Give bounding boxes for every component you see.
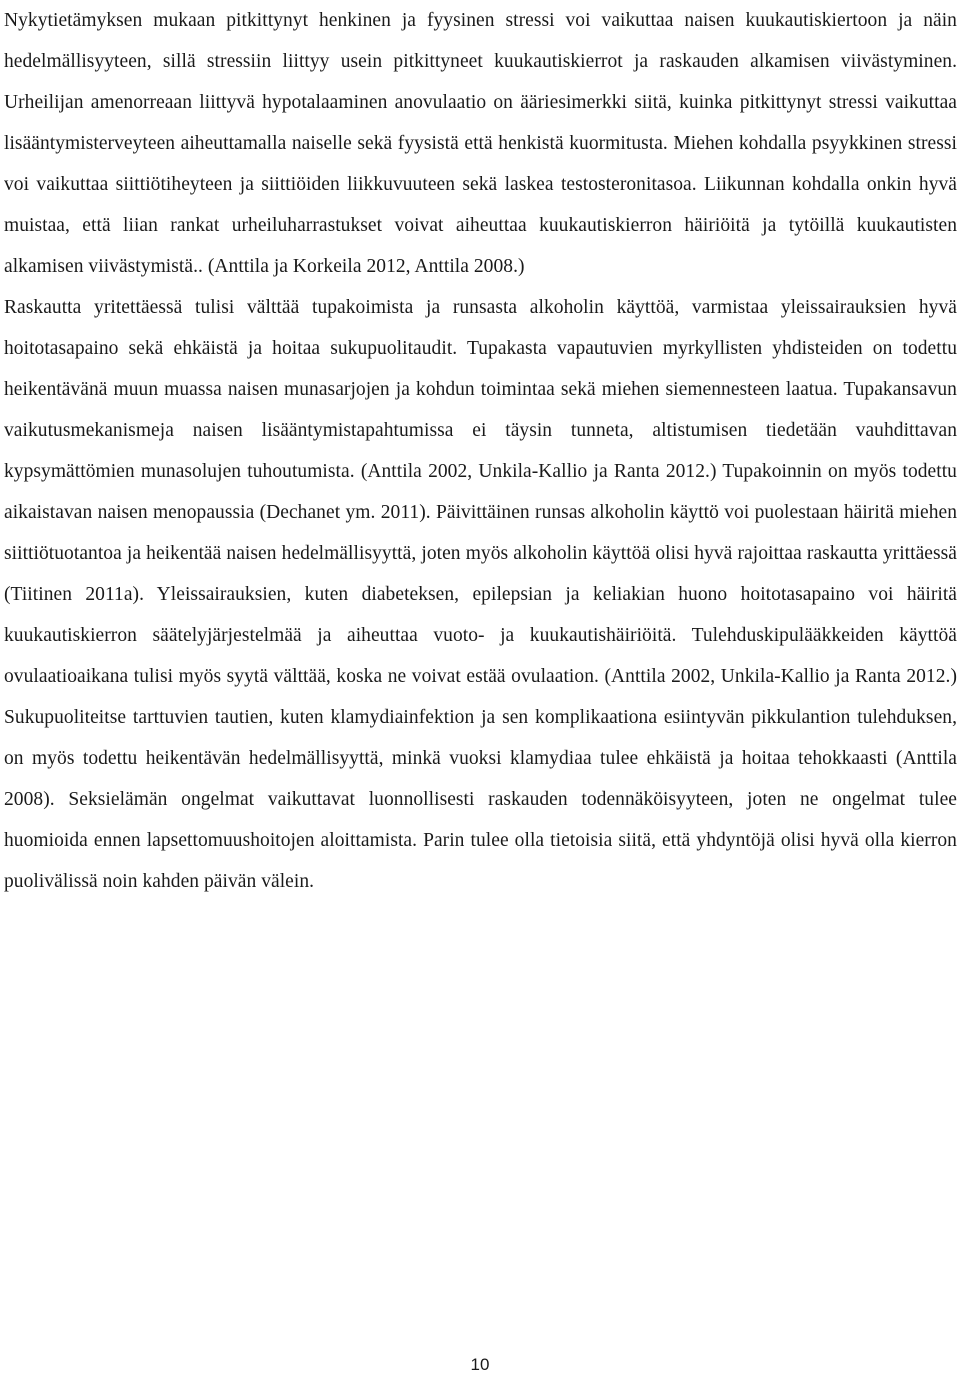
- paragraph-stress: Nykytietämyksen mukaan pitkittynyt henkinen ja fyysinen stressi voi vaikuttaa naisen kuukautiskiertoon ja näin hedelmällisyyteen, sillä stressiin liittyy usein pitkittyneet kuukautiskierrot ja raskauden alkamisen viivästyminen. Urheilijan amenorreaan liittyvä hypotalaaminen anovulaatio on ääriesimerkki siitä, kuinka pitkittynyt stressi vaikuttaa lisääntymisterveyteen aiheuttamalla naiselle sekä fyysistä että henkistä kuormitusta. Miehen kohdalla psyykkinen stressi voi vaikuttaa siittiötiheyteen ja siittiöiden liikkuvuuteen sekä laskea testosteronitasoa. Liikunnan kohdalla onkin hyvä muistaa, että liian rankat urheiluharrastukset voivat aiheuttaa kuukautiskierron häiriöitä ja tytöillä kuukautisten alkamisen viivästymistä.. (Anttila ja Korkeila 2012, Anttila 2008.): [4, 10, 957, 277]
- body-text: [4, 0, 957, 902]
- paragraph-lifestyle: Raskautta yritettäessä tulisi välttää tupakoimista ja runsasta alkoholin käyttöä, varmistaa yleissairauksien hyvä hoitotasapaino sekä ehkäistä ja hoitaa sukupuolitaudit. Tupakasta vapautuvien myrkyllisten yhdisteiden on todettu heikentävänä muun muassa naisen munasarjojen ja kohdun toimintaa sekä miehen siemennesteen laatua. Tupakansavun vaikutusmekanismeja naisen lisääntymistapahtumissa ei täysin tunneta, altistumisen tiedetään vauhdittavan kypsymättömien munasolujen tuhoutumista. (Anttila 2002, Unkila-Kallio ja Ranta 2012.) Tupakoinnin on myös todettu aikaistavan naisen menopaussia (Dechanet ym. 2011). Päivittäinen runsas alkoholin käyttö voi puolestaan häiritä miehen siittiötuotantoa ja heikentää naisen hedelmällisyyttä, joten myös alkoholin käyttöä olisi hyvä rajoittaa raskautta yrittäessä (Tiitinen 2011a). Yleissairauksien, kuten diabeteksen, epilepsian ja keliakian huono hoitotasapaino voi häiritä kuukautiskierron säätelyjärjestelmää ja aiheuttaa vuoto- ja kuukautishäiriöitä. Tulehduskipulääkkeiden käyttöä ovulaatioaikana tulisi myös syytä välttää, koska ne voivat estää ovulaation. (Anttila 2002, Unkila-Kallio ja Ranta 2012.) Sukupuoliteitse tarttuvien tautien, kuten klamydiainfektion ja sen komplikaationa esiintyvän pikkulantion tulehduksen, on myös todettu heikentävän hedelmällisyyttä, minkä vuoksi klamydiaa tulee ehkäistä ja hoitaa tehokkaasti (Anttila 2008). Seksielämän ongelmat vaikuttavat luonnollisesti raskauden todennäköisyyteen, joten ne ongelmat tulee huomioida ennen lapsettomuushoitojen aloittamista. Parin tulee olla tietoisia siitä, että yhdyntöjä olisi hyvä olla kierron puolivälissä noin kahden päivän välein.: [4, 297, 957, 892]
- page-number: 10: [470, 1355, 490, 1374]
